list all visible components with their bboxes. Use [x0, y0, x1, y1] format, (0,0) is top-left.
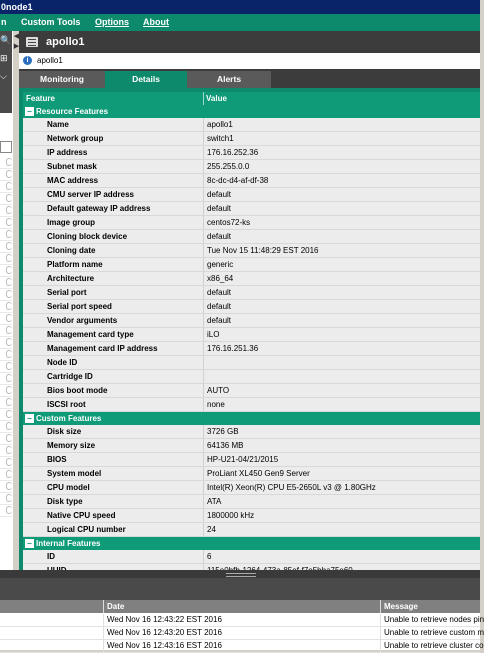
table-body [23, 105, 480, 606]
tree-filter-input[interactable] [0, 141, 12, 153]
table-header [23, 92, 480, 105]
tab-bar [19, 69, 480, 88]
feature-name: ID [47, 552, 55, 561]
col-feature-header[interactable]: Feature [26, 94, 55, 103]
feature-name: Name [47, 120, 69, 129]
menu-item-partial[interactable]: n [1, 17, 7, 27]
feature-value: 1800000 kHz [207, 511, 255, 520]
table-row[interactable] [23, 286, 480, 300]
feature-name: MAC address [47, 176, 99, 185]
collapse-icon[interactable]: − [25, 539, 34, 548]
node-header [19, 31, 480, 53]
chevron-down-icon[interactable]: ⌵ [0, 71, 7, 81]
log-date: Wed Nov 16 12:43:20 EST 2016 [107, 628, 222, 637]
feature-value: 176.16.251.36 [207, 344, 259, 353]
table-row[interactable] [23, 174, 480, 188]
log-message: Unable to retrieve nodes pin [384, 615, 484, 624]
feature-value: 6 [207, 552, 212, 561]
info-icon: i [23, 56, 32, 65]
log-row[interactable] [0, 640, 484, 653]
feature-value: Intel(R) Xeon(R) CPU E5-2650L v3 @ 1.80GHz [207, 483, 376, 492]
feature-name: Vendor arguments [47, 316, 118, 325]
feature-name: Node ID [47, 358, 78, 367]
table-row[interactable] [23, 342, 480, 356]
details-panel [19, 88, 480, 570]
feature-name: Serial port [47, 288, 87, 297]
section-header[interactable] [23, 105, 480, 118]
menu-item-custom-tools[interactable]: Custom Tools [21, 17, 81, 27]
table-row[interactable] [23, 272, 480, 286]
feature-name: System model [47, 469, 102, 478]
feature-value: 64136 MB [207, 441, 244, 450]
feature-value: x86_64 [207, 274, 234, 283]
feature-name: Logical CPU number [47, 525, 126, 534]
server-icon [26, 37, 38, 47]
table-row[interactable] [23, 230, 480, 244]
feature-value: ATA [207, 497, 222, 506]
log-header [0, 600, 480, 613]
feature-value: apollo1 [207, 120, 233, 129]
tab-details[interactable]: Details [105, 71, 187, 88]
feature-value: HP-U21-04/21/2015 [207, 455, 279, 464]
feature-name: Management card IP address [47, 344, 158, 353]
tab-monitoring[interactable]: Monitoring [19, 71, 105, 88]
feature-name: CMU server IP address [47, 190, 135, 199]
table-row[interactable] [23, 216, 480, 230]
feature-name: BIOS [47, 455, 67, 464]
table-row[interactable] [23, 481, 480, 495]
col-value-header[interactable]: Value [206, 94, 227, 103]
collapse-icon[interactable]: − [25, 414, 34, 423]
feature-value: default [207, 302, 232, 311]
table-row[interactable] [23, 146, 480, 160]
feature-name: Disk type [47, 497, 83, 506]
feature-value: Tue Nov 15 11:48:29 EST 2016 [207, 246, 319, 255]
feature-name: IP address [47, 148, 88, 157]
table-row[interactable] [23, 398, 480, 412]
table-row[interactable] [23, 202, 480, 216]
section-title: Custom Features [36, 414, 102, 423]
feature-name: Architecture [47, 274, 95, 283]
section-header[interactable] [23, 537, 480, 550]
feature-value: 255.255.0.0 [207, 162, 250, 171]
splitter-grip[interactable] [226, 573, 256, 577]
table-row[interactable] [23, 118, 480, 132]
feature-name: Memory size [47, 441, 96, 450]
log-toolbar [0, 578, 480, 600]
table-row[interactable] [23, 550, 480, 564]
table-row[interactable] [23, 523, 480, 537]
table-row[interactable] [23, 244, 480, 258]
col-date-header[interactable]: Date [107, 602, 125, 611]
feature-value: centos72-ks [207, 218, 251, 227]
table-row[interactable] [23, 439, 480, 453]
feature-value: default [207, 288, 232, 297]
log-message: Unable to retrieve cluster co [384, 641, 484, 650]
log-row[interactable] [0, 614, 484, 627]
horizontal-splitter[interactable] [0, 570, 480, 578]
log-message: Unable to retrieve custom m [384, 628, 484, 637]
collapse-icon[interactable]: − [25, 107, 34, 116]
feature-value: iLO [207, 330, 220, 339]
table-row[interactable] [23, 453, 480, 467]
window-title-bar [0, 0, 480, 14]
feature-value: none [207, 400, 225, 409]
feature-name: Management card type [47, 330, 134, 339]
window-title: 0node1 [1, 2, 33, 12]
section-title: Resource Features [36, 107, 109, 116]
node-title: apollo1 [46, 36, 85, 48]
feature-name: Platform name [47, 260, 103, 269]
feature-name: Image group [47, 218, 96, 227]
log-row[interactable] [0, 627, 484, 640]
breadcrumb-label: apollo1 [37, 56, 63, 65]
search-icon[interactable]: 🔍 [0, 35, 12, 45]
feature-name: ISCSI root [47, 400, 86, 409]
feature-name: CPU model [47, 483, 90, 492]
section-title: Internal Features [36, 539, 101, 548]
feature-name: Cartridge ID [47, 372, 93, 381]
menu-bar [0, 14, 480, 31]
log-date: Wed Nov 16 12:43:16 EST 2016 [107, 641, 222, 650]
feature-name: Default gateway IP address [47, 204, 151, 213]
table-row[interactable] [23, 258, 480, 272]
collapse-left-icon[interactable]: ◀ [13, 33, 20, 40]
table-row[interactable] [23, 356, 480, 370]
log-panel [0, 578, 484, 650]
menu-item-options[interactable]: Options [95, 17, 129, 27]
grid-icon[interactable]: ⊞ [0, 53, 8, 63]
feature-value: default [207, 232, 232, 241]
feature-value: ProLiant XL450 Gen9 Server [207, 469, 310, 478]
table-row[interactable] [23, 328, 480, 342]
feature-name: Cloning date [47, 246, 96, 255]
section-header[interactable] [23, 412, 480, 425]
feature-name: Cloning block device [47, 232, 128, 241]
log-date: Wed Nov 16 12:43:22 EST 2016 [107, 615, 222, 624]
table-row[interactable] [23, 132, 480, 146]
feature-value: switch1 [207, 134, 234, 143]
tree-toolbar [0, 31, 12, 113]
table-row[interactable] [23, 188, 480, 202]
feature-value: AUTO [207, 386, 230, 395]
table-row[interactable] [23, 509, 480, 523]
feature-name: Disk size [47, 427, 82, 436]
feature-name: Bios boot mode [47, 386, 108, 395]
feature-name: Network group [47, 134, 104, 143]
table-row[interactable] [23, 495, 480, 509]
feature-name: Native CPU speed [47, 511, 116, 520]
tab-alerts[interactable]: Alerts [187, 71, 271, 88]
feature-value: 24 [207, 525, 216, 534]
breadcrumb [19, 53, 480, 70]
feature-value: 8c-dc-d4-af-df-38 [207, 176, 269, 185]
tree-node-row[interactable] [0, 504, 12, 517]
table-row[interactable] [23, 425, 480, 439]
feature-value: 176.16.252.36 [207, 148, 259, 157]
table-row[interactable] [23, 384, 480, 398]
table-row[interactable] [23, 467, 480, 481]
feature-value: 3726 GB [207, 427, 239, 436]
feature-table [23, 92, 480, 570]
table-row[interactable] [23, 300, 480, 314]
feature-value: default [207, 316, 232, 325]
feature-name: Serial port speed [47, 302, 112, 311]
feature-name: Subnet mask [47, 162, 97, 171]
expand-right-icon[interactable]: ▶ [13, 43, 20, 50]
table-row[interactable] [23, 314, 480, 328]
table-row[interactable] [23, 370, 480, 384]
feature-value: default [207, 190, 232, 199]
feature-value: generic [207, 260, 234, 269]
table-row[interactable] [23, 160, 480, 174]
menu-item-about[interactable]: About [143, 17, 169, 27]
feature-value: default [207, 204, 232, 213]
col-message-header[interactable]: Message [384, 602, 418, 611]
